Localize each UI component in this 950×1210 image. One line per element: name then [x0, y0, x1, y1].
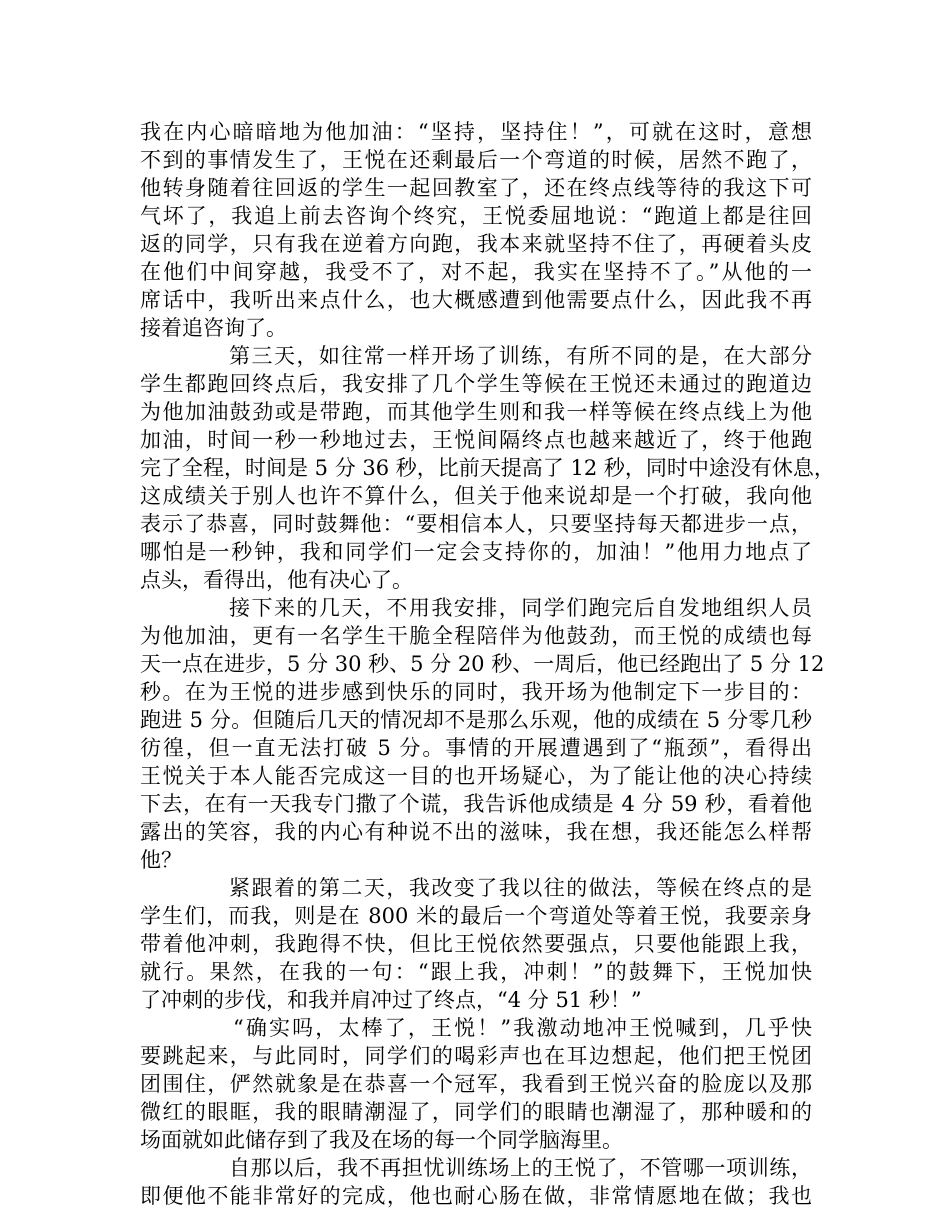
- paragraph: [140, 874, 812, 1014]
- text-line: 我在内心暗暗地为他加油：“坚持，坚持住！”，可就在这时，意想: [140, 120, 812, 144]
- text-line: 下去，在有一天我专门撒了个谎，我告诉他成绩是 4 分 59 秒，看着他: [140, 792, 812, 816]
- paragraph: [140, 1154, 812, 1210]
- text-line: 团围住，俨然就象是在恭喜一个冠军，我看到王悦兴奋的脸庞以及那: [140, 1072, 812, 1096]
- text-line: 返的同学，只有我在逆着方向跑，我本来就坚持不住了，再硬着头皮: [140, 232, 812, 256]
- text-line: 跑进 5 分。但随后几天的情况却不是那么乐观，他的成绩在 5 分零几秒: [140, 708, 812, 732]
- text-line: 就行。果然，在我的一句：“跟上我，冲刺！”的鼓舞下，王悦加快: [140, 960, 812, 984]
- text-line: 为他加油鼓劲或是带跑，而其他学生则和我一样等候在终点线上为他: [140, 400, 812, 424]
- text-line: 带着他冲刺，我跑得不快，但比王悦依然要强点，只要他能跟上我，: [140, 932, 812, 956]
- text-line: 微红的眼眶，我的眼睛潮湿了，同学们的眼睛也潮湿了，那种暖和的: [140, 1100, 812, 1124]
- text-line: 紧跟着的第二天，我改变了我以往的做法，等候在终点的是: [229, 876, 812, 900]
- paragraph: [140, 342, 835, 594]
- text-line: 第三天，如往常一样开场了训练，有所不同的是，在大部分: [229, 344, 812, 368]
- text-line: 要跳起来，与此同时，同学们的喝彩声也在耳边想起，他们把王悦团: [140, 1044, 812, 1068]
- text-line: 气坏了，我追上前去咨询个终究，王悦委屈地说：“跑道上都是往回: [140, 204, 812, 228]
- text-line: 学生们，而我，则是在 800 米的最后一个弯道处等着王悦，我要亲身: [140, 904, 812, 928]
- text-line: 这成绩关于别人也许不算什么，但关于他来说却是一个打破，我向他: [140, 484, 812, 508]
- text-line: 在他们中间穿越，我受不了，对不起，我实在坚持不了。”从他的一: [140, 260, 812, 284]
- text-line: “确实吗，太棒了，王悦！”我激动地冲王悦喊到，几乎快: [233, 1016, 812, 1040]
- text-line: 露出的笑容，我的内心有种说不出的滋味，我在想，我还能怎么样帮: [140, 820, 812, 844]
- text-line: 接着追咨询了。: [140, 316, 287, 340]
- text-line: 天一点在进步，5 分 30 秒、5 分 20 秒、一周后，他已经跑出了 5 分 12: [140, 652, 825, 676]
- paragraph: [140, 1014, 812, 1154]
- text-line: 场面就如此储存到了我及在场的每一个同学脑海里。: [140, 1128, 623, 1152]
- text-line: 完了全程，时间是 5 分 36 秒，比前天提高了 12 秒，同时中途没有休息，: [140, 456, 835, 480]
- text-line: 秒。在为王悦的进步感到快乐的同时，我开场为他制定下一步目的：: [140, 680, 812, 704]
- text-line: 自那以后，我不再担忧训练场上的王悦了，不管哪一项训练，: [229, 1156, 812, 1180]
- text-line: 即便他不能非常好的完成，他也耐心肠在做，非常情愿地在做；我也: [140, 1184, 812, 1208]
- paragraph: [140, 118, 812, 342]
- text-line: 他？: [140, 848, 182, 872]
- text-line: 加油，时间一秒一秒地过去，王悦间隔终点也越来越近了，终于他跑: [140, 428, 812, 452]
- text-line: 学生都跑回终点后，我安排了几个学生等候在王悦还未通过的跑道边: [140, 372, 812, 396]
- text-line: 点头，看得出，他有决心了。: [140, 568, 413, 592]
- document-body: [140, 118, 835, 1210]
- text-line: 他转身随着往回返的学生一起回教室了，还在终点线等待的我这下可: [140, 176, 812, 200]
- text-line: 彷徨，但一直无法打破 5 分。事情的开展遭遇到了“瓶颈”，看得出: [140, 736, 812, 760]
- text-line: 为他加油，更有一名学生干脆全程陪伴为他鼓劲，而王悦的成绩也每: [140, 624, 812, 648]
- text-line: 表示了恭喜，同时鼓舞他：“要相信本人，只要坚持每天都进步一点，: [140, 512, 812, 536]
- text-line: 王悦关于本人能否完成这一目的也开场疑心，为了能让他的决心持续: [140, 764, 812, 788]
- paragraph: [140, 594, 825, 874]
- text-line: 接下来的几天，不用我安排，同学们跑完后自发地组织人员: [229, 596, 812, 620]
- text-line: 了冲刺的步伐，和我并肩冲过了终点，“4 分 51 秒！”: [140, 988, 642, 1012]
- text-line: 席话中，我听出来点什么，也大概感遭到他需要点什么，因此我不再: [140, 288, 812, 312]
- text-line: 哪怕是一秒钟，我和同学们一定会支持你的，加油！”他用力地点了: [140, 540, 812, 564]
- text-line: 不到的事情发生了，王悦在还剩最后一个弯道的时候，居然不跑了，: [140, 148, 812, 172]
